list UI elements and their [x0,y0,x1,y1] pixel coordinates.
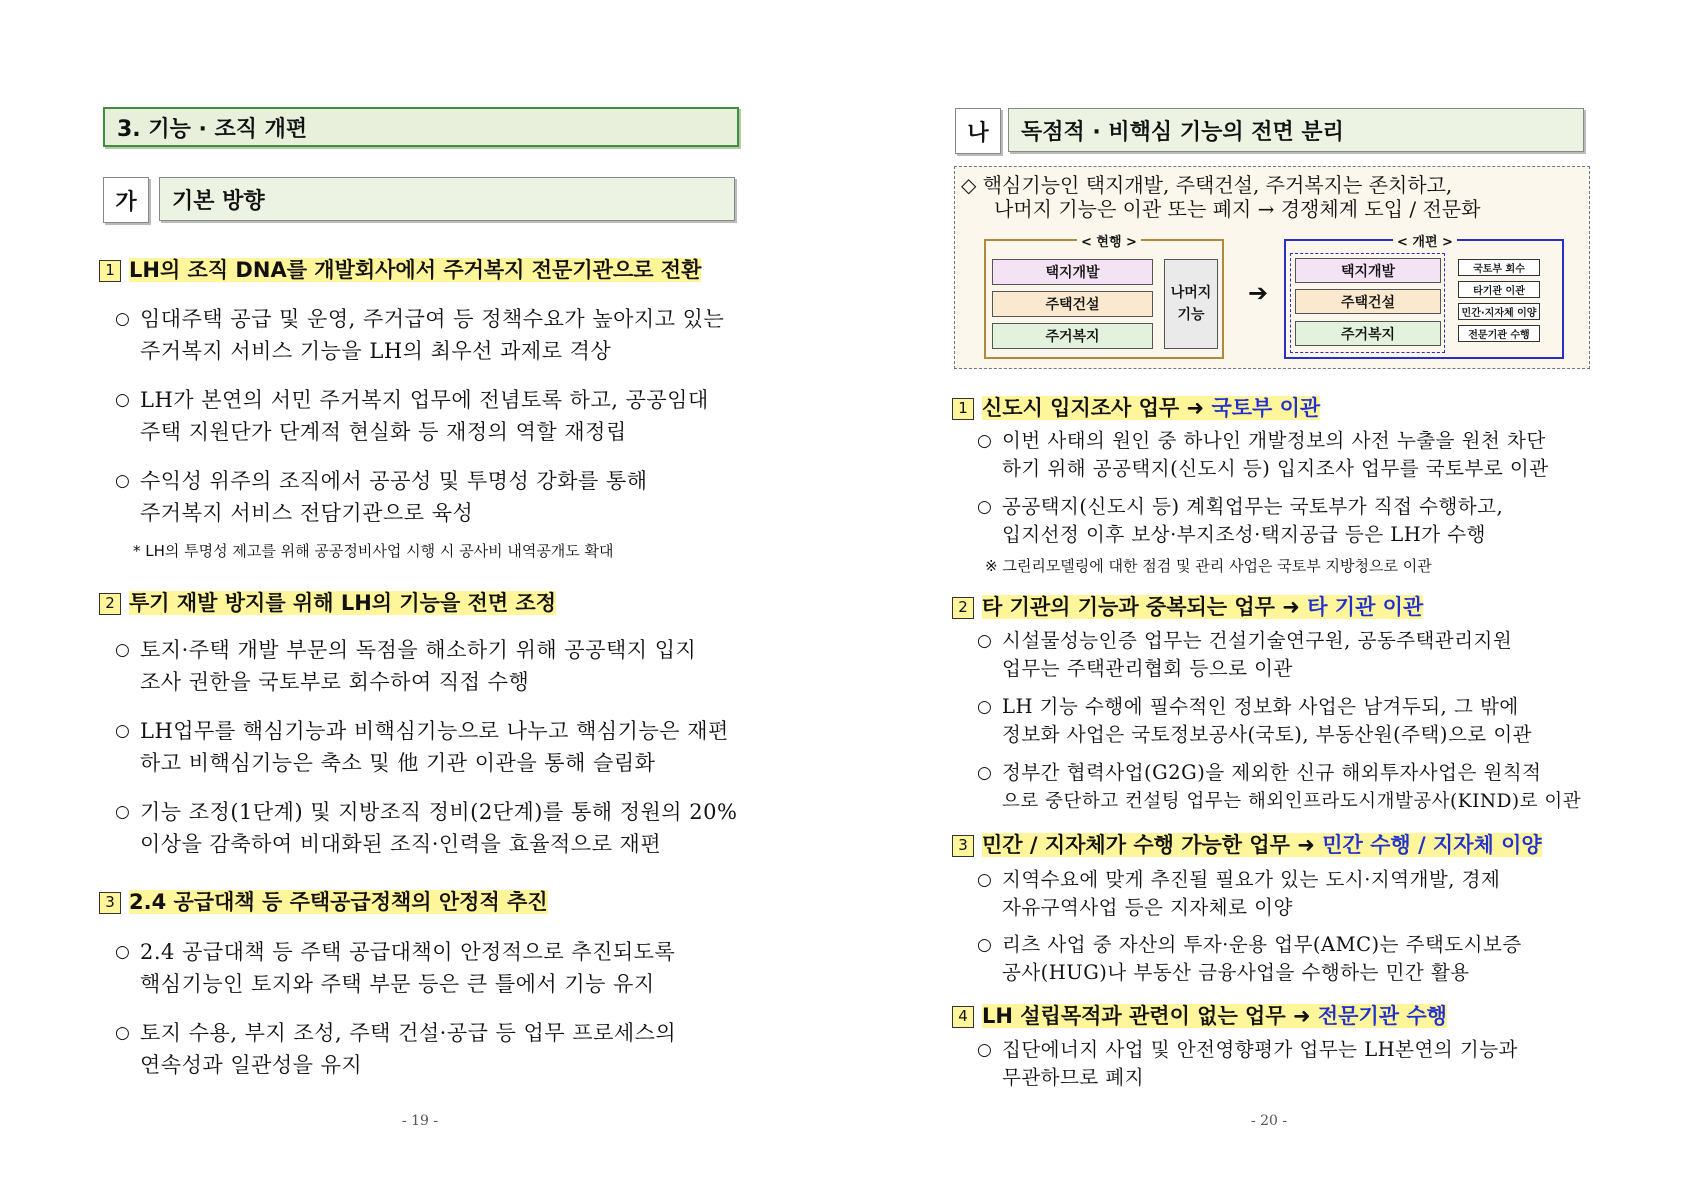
bullet-line: 지역수요에 맞게 추진될 필요가 있는 도시·지역개발, 경제 [1002,868,1501,891]
item-heading [952,829,1542,859]
transition-arrow-icon: ➔ [1248,279,1269,307]
core-box-housing: 주택건설 [992,291,1153,317]
bullet-line: 입지선정 이후 보상·부지조성·택지공급 등은 LH가 수행 [1002,523,1486,546]
bullet-circle-icon: ○ [977,935,993,955]
bullet-line: 조사 권한을 국토부로 회수하여 직접 수행 [140,670,530,694]
outcome-box: 전문기관 수행 [1458,325,1540,342]
bullet-circle-icon: ○ [115,942,131,962]
bullet-line: 토지 수용, 부지 조성, 주택 건설·공급 등 업무 프로세스의 [140,1021,677,1045]
diagram-line-1: ◇ 핵심기능인 택지개발, 주택건설, 주거복지는 존치하고, [961,173,1453,197]
bullet-line: LH가 본연의 서민 주거복지 업무에 전념토록 하고, 공공임대 [140,388,709,412]
bullet-line: 시설물성능인증 업무는 건설기술연구원, 공동주택관리지원 [1002,629,1513,652]
other-functions-box [1164,259,1218,349]
bullet-line: 자유구역사업 등은 지자체로 이양 [1002,896,1293,919]
item-heading-text: 2.4 공급대책 등 주택공급정책의 안정적 추진 [129,890,548,914]
bullet-line: 2.4 공급대책 등 주택 공급대책이 안정적으로 추진되도록 [140,940,676,964]
bullet-line: 하고 비핵심기능은 축소 및 他 기관 이관을 통해 슬림화 [140,751,656,775]
bullet-circle-icon: ○ [115,1023,131,1043]
bullet-line: 연속성과 일관성을 유지 [140,1053,363,1077]
footnote: ※ 그린리모델링에 대한 점검 및 관리 사업은 국토부 지방청으로 이관 [985,557,1432,575]
page-number: - 19 - [401,1113,439,1129]
core-box-welfare: 주거복지 [992,323,1153,349]
section-label-box [955,108,1001,154]
diagram-line-2: 나머지 기능은 이관 또는 폐지 → 경쟁체계 도입 / 전문화 [994,197,1481,221]
bullet-line: 임대주택 공급 및 운영, 주거급여 등 정책수요가 높아지고 있는 [140,307,725,331]
item-heading [952,1000,1447,1030]
item-index: 3 [952,835,974,857]
outcome-box: 타기관 이관 [1458,281,1540,298]
bullet-line: 공사(HUG)나 부동산 금융사업을 수행하는 민간 활용 [1002,961,1470,984]
item-heading-text: 타 기관의 기능과 중복되는 업무 [982,595,1275,619]
section-label: 나 [967,120,989,146]
bullet-line: 공공택지(신도시 등) 계획업무는 국토부가 직접 수행하고, [1002,495,1504,518]
bullet-line: LH 기능 수행에 필수적인 정보화 사업은 남겨두되, 그 밖에 [1002,695,1519,718]
bullet-line: 주택 지원단가 단계적 현실화 등 재정의 역할 재정립 [140,420,627,444]
core-box-land: 택지개발 [992,259,1153,285]
outcome-box: 국토부 회수 [1458,259,1540,276]
item-heading-text: 투기 재발 방지를 위해 LH의 기능을 전면 조정 [129,591,556,615]
bullet-circle-icon: ○ [115,721,131,741]
reform-diagram [954,166,1590,369]
bullet-circle-icon: ○ [115,309,131,329]
core-box-land-new: 택지개발 [1295,258,1441,283]
item-index: 3 [99,892,121,914]
item-index: 1 [99,260,121,282]
bullet-circle-icon: ○ [977,431,993,451]
bullet-line: 하기 위해 공공택지(신도시 등) 입지조사 업무를 국토부로 이관 [1002,457,1549,480]
item-target: 전문기관 수행 [1317,1004,1447,1028]
section-title: 기본 방향 [172,188,265,214]
core-box-welfare-new: 주거복지 [1295,321,1441,346]
page-number: - 20 - [1250,1113,1288,1129]
item-heading [952,392,1320,422]
new-label: < 개편 > [1393,231,1457,250]
bullet-circle-icon: ○ [977,631,993,651]
arrow-icon: ➜ [1292,1004,1311,1028]
bullet-circle-icon: ○ [115,390,131,410]
bullet-circle-icon: ○ [115,640,131,660]
item-target: 타 기관 이관 [1307,595,1424,619]
item-target: 국토부 이관 [1211,396,1321,420]
section-label: 가 [115,189,137,215]
bullet-line: 정보화 사업은 국토정보공사(국토), 부동산원(주택)으로 이관 [1002,723,1533,746]
section-title: 독점적 · 비핵심 기능의 전면 분리 [1021,119,1344,145]
bullet-circle-icon: ○ [977,870,993,890]
item-index: 4 [952,1006,974,1028]
item-index: 1 [952,398,974,420]
other-functions-label: 나머지 기능 [1170,285,1212,323]
bullet-circle-icon: ○ [977,697,993,717]
item-heading [952,591,1423,621]
bullet-line: 무관하므로 폐지 [1002,1066,1145,1089]
arrow-icon: ➜ [1282,595,1300,619]
bullet-line: 집단에너지 사업 및 안전영향평가 업무는 LH본연의 기능과 [1002,1038,1518,1061]
arrow-icon: ➜ [1297,833,1315,857]
bullet-line: 주거복지 서비스 기능을 LH의 최우선 과제로 격상 [140,339,612,363]
arrow-icon: ➜ [1186,396,1205,420]
bullet-line: 이번 사태의 원인 중 하나인 개발정보의 사전 누출을 원천 차단 [1002,429,1546,452]
bullet-line: 토지·주택 개발 부문의 독점을 해소하기 위해 공공택지 입지 [140,638,697,662]
bullet-line: 업무는 주택관리협회 등으로 이관 [1002,657,1293,680]
bullet-line: 기능 조정(1단계) 및 지방조직 정비(2단계)를 통해 정원의 20% [140,800,738,824]
bullet-line: 주거복지 서비스 전담기관으로 육성 [140,501,474,525]
current-label: < 현행 > [1077,231,1141,250]
bullet-circle-icon: ○ [977,763,993,783]
bullet-circle-icon: ○ [115,471,131,491]
outcome-box: 민간·지자체 이양 [1458,303,1540,320]
item-index: 2 [952,597,974,619]
bullet-line: 수익성 위주의 조직에서 공공성 및 투명성 강화를 통해 [140,469,648,493]
bullet-circle-icon: ○ [115,802,131,822]
core-box-housing-new: 주택건설 [1295,289,1441,314]
bullet-line: 정부간 협력사업(G2G)을 제외한 신규 해외투자사업은 원칙적 [1002,761,1542,784]
footnote: * LH의 투명성 제고를 위해 공공정비사업 시행 시 공사비 내역공개도 확대 [133,542,614,560]
bullet-line: 리츠 사업 중 자산의 투자·운용 업무(AMC)는 주택도시보증 [1002,933,1522,956]
bullet-line: 핵심기능인 토지와 주택 부문 등은 큰 틀에서 기능 유지 [140,972,655,996]
bullet-line: 이상을 감축하여 비대화된 조직·인력을 효율적으로 재편 [140,832,662,856]
item-target: 민간 수행 / 지자체 이양 [1322,833,1542,857]
bullet-circle-icon: ○ [977,497,993,517]
bullet-line: LH업무를 핵심기능과 비핵심기능으로 나누고 핵심기능은 재편 [140,719,729,743]
item-heading-text: 민간 / 지자체가 수행 가능한 업무 [982,833,1290,857]
section-title-box [1008,108,1584,152]
bullet-circle-icon: ○ [977,1040,993,1060]
bullet-line: 으로 중단하고 컨설팅 업무는 해외인프라도시개발공사(KIND)로 이관 [1002,791,1582,812]
item-heading-text: LH 설립목적과 관련이 없는 업무 [982,1004,1286,1028]
chapter-title: 3. 기능 · 조직 개편 [117,116,308,142]
item-index: 2 [99,593,121,615]
item-heading-text: LH의 조직 DNA를 개발회사에서 주거복지 전문기관으로 전환 [129,258,702,282]
item-heading-text: 신도시 입지조사 업무 [982,396,1180,420]
